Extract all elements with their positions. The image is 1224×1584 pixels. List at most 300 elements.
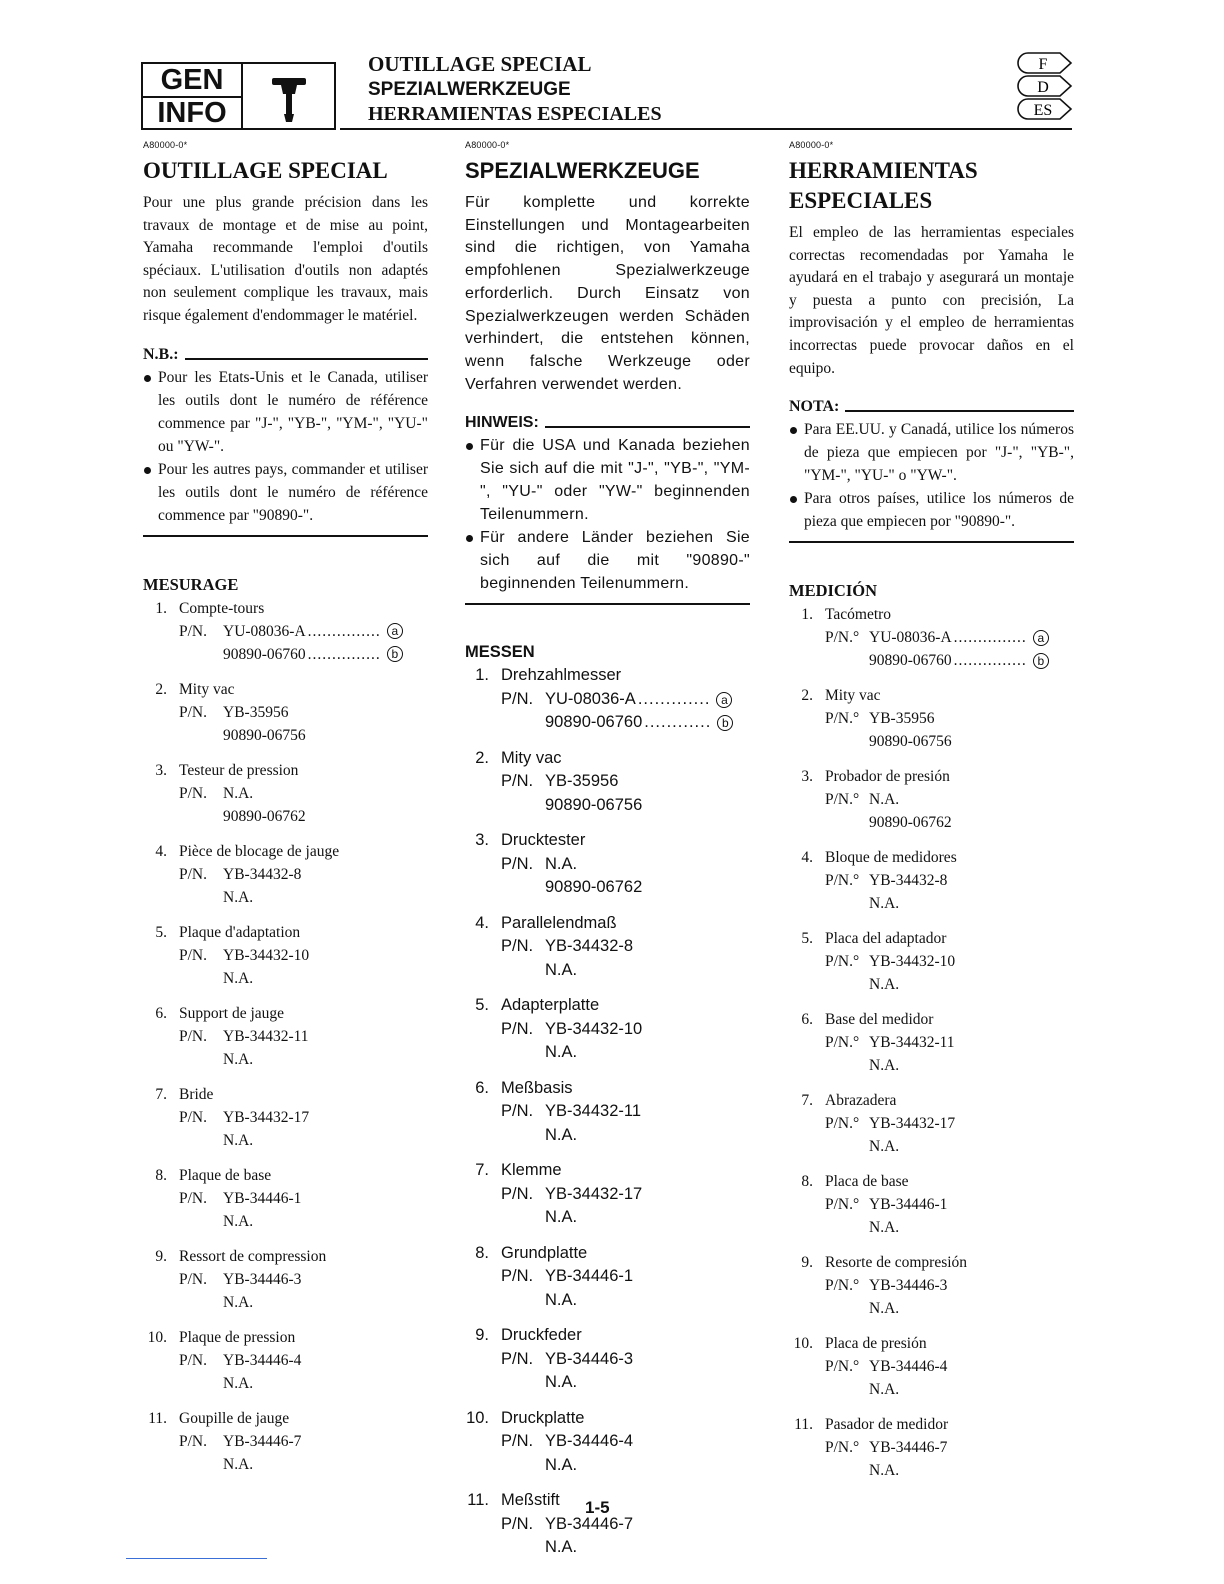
part-number-secondary-row <box>789 1297 1074 1320</box>
tool-number: 4. <box>801 849 813 867</box>
part-number-label: P/N. <box>501 1184 534 1203</box>
tool-number: 7. <box>155 1085 167 1103</box>
tool-name: Testeur de pression <box>179 761 299 779</box>
tool-number: 8. <box>475 1243 489 1262</box>
tool-item <box>789 1089 1074 1158</box>
part-number-secondary-row <box>465 1454 750 1478</box>
tool-number: 2. <box>475 748 489 767</box>
part-number-secondary-row <box>789 1135 1074 1158</box>
tool-item <box>143 840 428 909</box>
part-number-secondary-row <box>465 1371 750 1395</box>
part-number-row <box>143 620 428 643</box>
part-number-primary: YB-34446-3 <box>545 1349 634 1368</box>
note-item: Für die USA und Kanada beziehen Sie sich auf die mit "J-", "YB-", "YM-", "YU-" oder "YW-" beginnenden Teilenummern. <box>465 434 750 526</box>
part-number-secondary-row <box>789 811 1074 834</box>
section-code: A80000-0* <box>789 140 834 150</box>
part-number-label: P/N. <box>179 1270 207 1288</box>
part-number-secondary-row <box>465 1536 750 1560</box>
part-number-row <box>143 863 428 886</box>
tool-number: 6. <box>155 1004 167 1022</box>
tool-name: Drucktester <box>501 831 586 850</box>
part-number-row <box>789 1436 1074 1459</box>
part-number-secondary: N.A. <box>545 960 578 979</box>
part-number-secondary: N.A. <box>223 969 254 987</box>
language-badge-icons <box>1014 51 1074 123</box>
tool-number: 3. <box>475 831 489 850</box>
tool-number: 1. <box>475 666 489 685</box>
note-item: Für andere Länder beziehen Sie sich auf die mit "90890-" beginnenden Teilenummern. <box>465 526 750 595</box>
header-title-fr: OUTILLAGE SPECIAL <box>368 52 592 76</box>
part-number-primary: YB-34432-17 <box>545 1184 643 1203</box>
tool-item <box>789 927 1074 996</box>
part-number-row <box>143 701 428 724</box>
tool-item <box>143 1164 428 1233</box>
tool-item <box>143 678 428 747</box>
tool-name: Placa del adaptador <box>825 930 947 948</box>
tool-name: Tacómetro <box>825 606 892 624</box>
tool-number: 5. <box>155 923 167 941</box>
tool-name: Mity vac <box>501 748 562 767</box>
tool-number: 6. <box>801 1011 813 1029</box>
tool-name: Probador de presión <box>825 768 950 786</box>
note-list <box>789 418 1074 533</box>
part-number-label: P/N. <box>179 865 207 883</box>
tool-item <box>789 603 1074 672</box>
column-spanish <box>789 140 1074 1494</box>
part-number-row <box>143 782 428 805</box>
part-number-row <box>789 1112 1074 1135</box>
part-number-row <box>789 788 1074 811</box>
part-number-primary: YB-34432-10 <box>869 953 956 971</box>
tool-list <box>465 664 750 1560</box>
logo-info-text: INFO <box>157 96 227 129</box>
tool-item <box>465 829 750 900</box>
part-number-primary: YB-34432-11 <box>223 1027 309 1045</box>
part-number-primary: N.A. <box>223 784 254 802</box>
tool-item <box>465 1159 750 1230</box>
part-number-row <box>143 1106 428 1129</box>
part-number-secondary: N.A. <box>223 1050 254 1068</box>
part-number-primary: YB-34432-17 <box>869 1115 956 1133</box>
tool-item <box>465 1324 750 1395</box>
part-number-row <box>789 1274 1074 1297</box>
header-rule <box>340 128 1072 130</box>
part-number-row <box>789 626 1074 649</box>
tool-item <box>789 1008 1074 1077</box>
part-number-primary: YB-34432-17 <box>223 1108 310 1126</box>
tool-name: Meßstift <box>501 1491 560 1510</box>
tool-name: Drehzahlmesser <box>501 666 622 685</box>
part-number-secondary: 90890-06760 <box>869 652 952 670</box>
part-number-secondary: N.A. <box>869 1138 900 1156</box>
tool-name: Bloque de medidores <box>825 849 957 867</box>
part-number-secondary: 90890-06756 <box>869 733 952 751</box>
tool-item <box>143 759 428 828</box>
part-number-label: P/N. <box>179 784 207 802</box>
part-number-label: P/N. <box>501 1019 534 1038</box>
part-number-row <box>465 770 750 794</box>
header-titles <box>368 52 662 127</box>
tool-item <box>143 597 428 666</box>
part-number-secondary: 90890-06756 <box>223 726 306 744</box>
tool-item <box>789 846 1074 915</box>
tool-number: 4. <box>475 913 489 932</box>
section-heading: MESURAGE <box>143 574 239 594</box>
note-header <box>143 346 428 364</box>
page-number: 1-5 <box>585 1498 610 1517</box>
part-number-label: P/N.° <box>825 953 860 971</box>
part-number-row <box>465 853 750 877</box>
part-number-secondary: N.A. <box>545 1538 578 1557</box>
note-header <box>465 414 750 432</box>
section-heading: MEDICIÓN <box>789 581 878 601</box>
tool-number: 7. <box>475 1161 489 1180</box>
part-number-primary: YU-08036-A <box>223 622 306 640</box>
part-number-row <box>143 1025 428 1048</box>
part-number-label: P/N.° <box>825 1439 860 1457</box>
part-number-row <box>143 1187 428 1210</box>
part-number-primary: YU-08036-A <box>869 629 952 647</box>
tool-name: Mity vac <box>179 680 235 698</box>
part-number-row <box>789 1031 1074 1054</box>
part-number-secondary: 90890-06762 <box>869 814 952 832</box>
outboard-motor-icon <box>243 64 334 128</box>
note-label: HINWEIS: <box>465 414 539 432</box>
tool-name: Druckfeder <box>501 1326 582 1345</box>
tool-item <box>143 1002 428 1071</box>
tool-number: 9. <box>155 1247 167 1265</box>
tool-number: 10. <box>466 1408 489 1427</box>
tool-item <box>143 1245 428 1314</box>
part-number-label: P/N.° <box>825 1115 860 1133</box>
part-number-label: P/N. <box>501 1349 534 1368</box>
part-number-secondary: N.A. <box>869 895 900 913</box>
part-number-label: P/N. <box>179 946 207 964</box>
tool-name: Abrazadera <box>825 1092 897 1110</box>
tool-name: Base del medidor <box>825 1011 934 1029</box>
part-number-label: P/N.° <box>825 872 860 890</box>
note-end-rule <box>465 603 750 605</box>
part-number-secondary-row <box>143 886 428 909</box>
tool-number: 9. <box>801 1254 813 1272</box>
part-number-secondary-row <box>789 1378 1074 1401</box>
intro-paragraph: Für komplette und korrekte Einstellungen und Montagearbeiten sind die richtigen, von Yamaha empfohlenen Spezialwerkzeuge erforderlich. Durch Einsatz von Spezialwerkzeugen werden Schäden verhindert, die entstehen können, wenn falsche Werkzeuge oder Verfahren verwendet werden. <box>465 194 750 393</box>
header-title-es: HERRAMIENTAS ESPECIALES <box>368 103 662 125</box>
gen-info-logo <box>141 62 336 130</box>
part-number-secondary-row <box>465 1206 750 1230</box>
column-german <box>465 140 750 1572</box>
intro-paragraph: El empleo de las herramientas especiales correctas recomendadas por Yamaha le ayudará en el trabajo y asegurará un montaje y puesta a punto con precisión, La improvisación y el empleo de herramientas incorrectas puede provocar daños en el equipo. <box>789 224 1074 377</box>
tool-name: Plaque de base <box>179 1166 272 1184</box>
part-number-secondary-row <box>789 973 1074 996</box>
column-title: OUTILLAGE SPECIAL <box>143 158 388 183</box>
part-number-label: P/N. <box>179 1027 207 1045</box>
part-number-label: P/N. <box>501 1432 534 1451</box>
tool-name: Ressort de compression <box>179 1247 327 1265</box>
part-number-primary: YB-34432-8 <box>223 865 302 883</box>
part-number-secondary-row <box>465 1041 750 1065</box>
part-number-secondary: 90890-06760 <box>223 645 306 663</box>
tool-item <box>465 912 750 983</box>
part-number-row <box>465 1265 750 1289</box>
part-number-secondary-row <box>143 805 428 828</box>
lang-badge-d: D <box>1037 79 1049 96</box>
logo-gen-text: GEN <box>143 65 241 98</box>
part-number-secondary-row <box>143 1453 428 1476</box>
tool-name: Support de jauge <box>179 1004 285 1022</box>
note-header <box>789 398 1074 416</box>
tool-name: Pièce de blocage de jauge <box>179 842 340 860</box>
note-list <box>143 366 428 527</box>
note-item: Para EE.UU. y Canadá, utilice los números de pieza que empiecen por "J-", "YB-", "YM-", "YU-" o "YW-". <box>789 418 1074 487</box>
part-number-secondary: N.A. <box>869 976 900 994</box>
part-number-secondary-row <box>465 959 750 983</box>
part-number-label: P/N.° <box>825 710 860 728</box>
part-number-primary: YB-34446-7 <box>545 1514 634 1533</box>
part-number-primary: YB-34432-8 <box>869 872 948 890</box>
part-number-label: P/N. <box>179 622 207 640</box>
column-title: HERRAMIENTAS ESPECIALES <box>789 158 978 213</box>
reference-mark: a <box>387 623 403 639</box>
tool-item <box>465 664 750 735</box>
part-number-secondary-row <box>465 876 750 900</box>
footer-link-underline <box>126 1558 267 1559</box>
tool-number: 10. <box>793 1335 813 1353</box>
part-number-secondary-row <box>789 892 1074 915</box>
part-number-secondary: N.A. <box>223 1293 254 1311</box>
part-number-secondary-row <box>143 1291 428 1314</box>
part-number-secondary: N.A. <box>869 1300 900 1318</box>
tool-name: Placa de base <box>825 1173 909 1191</box>
tool-name: Grundplatte <box>501 1243 588 1262</box>
reference-mark: b <box>717 715 733 731</box>
part-number-row <box>465 1430 750 1454</box>
part-number-secondary: N.A. <box>223 888 254 906</box>
leader-dots: ............... <box>307 645 381 663</box>
part-number-row <box>465 1348 750 1372</box>
tool-item <box>789 684 1074 753</box>
note-item: Pour les Etats-Unis et le Canada, utiliser les outils dont le numéro de référence commence par "J-", "YB-", "YM-", "YU-" ou "YW-". <box>143 366 428 458</box>
tool-list <box>789 603 1074 1482</box>
note-label: NOTA: <box>789 398 840 416</box>
tool-name: Parallelendmaß <box>501 913 617 932</box>
part-number-label: P/N. <box>179 1108 207 1126</box>
part-number-secondary-row <box>465 794 750 818</box>
part-number-row <box>465 1183 750 1207</box>
tool-item <box>143 1083 428 1152</box>
tool-number: 7. <box>801 1092 813 1110</box>
part-number-primary: YB-34432-10 <box>545 1019 643 1038</box>
part-number-primary: YB-35956 <box>545 772 619 791</box>
part-number-label: P/N. <box>501 772 534 791</box>
tool-item <box>789 765 1074 834</box>
tool-name: Mity vac <box>825 687 881 705</box>
leader-dots: ............... <box>953 652 1027 670</box>
tool-number: 10. <box>147 1328 167 1346</box>
part-number-label: P/N.° <box>825 629 860 647</box>
part-number-secondary: N.A. <box>545 1125 578 1144</box>
part-number-primary: YB-34446-4 <box>545 1432 634 1451</box>
part-number-primary: YB-34446-3 <box>223 1270 302 1288</box>
note-item: Para otros países, utilice los números de pieza que empiecen por "90890-". <box>789 487 1074 533</box>
part-number-secondary: N.A. <box>545 1208 578 1227</box>
part-number-label: P/N. <box>501 854 534 873</box>
tool-number: 9. <box>475 1326 489 1345</box>
note-list <box>465 434 750 595</box>
tool-item <box>789 1251 1074 1320</box>
tool-item <box>143 1407 428 1476</box>
part-number-secondary-row <box>789 1459 1074 1482</box>
tool-number: 3. <box>155 761 167 779</box>
tool-name: Bride <box>179 1085 214 1103</box>
part-number-secondary-row <box>465 1124 750 1148</box>
part-number-secondary: N.A. <box>545 1043 578 1062</box>
tool-number: 1. <box>801 606 813 624</box>
tool-number: 4. <box>155 842 167 860</box>
part-number-secondary: N.A. <box>545 1290 578 1309</box>
intro-paragraph: Pour une plus grande précision dans les travaux de montage et de mise au point, Yamaha recommande l'emploi d'outils spéciaux. L'utilisation d'outils non adaptés non seulement complique les travaux, mais risque également d'endommager le matériel. <box>143 194 428 324</box>
part-number-primary: YB-35956 <box>869 710 935 728</box>
part-number-primary: YB-34446-7 <box>869 1439 948 1457</box>
part-number-secondary: N.A. <box>545 1373 578 1392</box>
part-number-label: P/N.° <box>825 1277 860 1295</box>
tool-name: Adapterplatte <box>501 996 600 1015</box>
section-code: A80000-0* <box>143 140 188 150</box>
part-number-label: P/N.° <box>825 1196 860 1214</box>
part-number-primary: N.A. <box>869 791 900 809</box>
tool-item <box>789 1170 1074 1239</box>
header-title-de: SPEZIALWERKZEUGE <box>368 79 571 100</box>
part-number-primary: YB-34432-10 <box>223 946 310 964</box>
part-number-primary: YB-34446-3 <box>869 1277 948 1295</box>
part-number-secondary: N.A. <box>869 1381 900 1399</box>
part-number-row <box>465 688 750 712</box>
part-number-secondary-row <box>465 1289 750 1313</box>
section-code: A80000-0* <box>465 140 510 150</box>
tool-name: Klemme <box>501 1161 562 1180</box>
tool-name: Resorte de compresión <box>825 1254 968 1272</box>
part-number-secondary: N.A. <box>545 1455 578 1474</box>
leader-dots: ............... <box>953 629 1027 647</box>
part-number-primary: YB-34446-1 <box>223 1189 302 1207</box>
part-number-row <box>789 869 1074 892</box>
tool-name: Plaque d'adaptation <box>179 923 301 941</box>
note-end-rule <box>789 541 1074 543</box>
part-number-label: P/N. <box>501 1514 534 1533</box>
part-number-secondary: 90890-06762 <box>223 807 306 825</box>
part-number-secondary: N.A. <box>223 1374 254 1392</box>
tool-number: 11. <box>467 1491 489 1510</box>
tool-item <box>465 747 750 818</box>
leader-dots: ............. <box>637 689 711 708</box>
part-number-label: P/N. <box>179 1432 207 1450</box>
tool-number: 6. <box>475 1078 489 1097</box>
part-number-row <box>143 944 428 967</box>
part-number-secondary-row <box>465 711 750 735</box>
part-number-row <box>143 1430 428 1453</box>
tool-item <box>789 1413 1074 1482</box>
tool-item <box>465 1077 750 1148</box>
tool-list <box>143 597 428 1476</box>
language-badges <box>1014 51 1074 123</box>
part-number-label: P/N. <box>179 1351 207 1369</box>
part-number-primary: YB-34432-8 <box>545 937 634 956</box>
tool-number: 11. <box>148 1409 167 1427</box>
tool-item <box>143 1326 428 1395</box>
tool-name: Meßbasis <box>501 1078 573 1097</box>
part-number-label: P/N. <box>179 1189 207 1207</box>
part-number-row <box>789 707 1074 730</box>
tool-item <box>465 1407 750 1478</box>
note-label: N.B.: <box>143 345 179 363</box>
part-number-secondary: 90890-06762 <box>545 878 643 897</box>
part-number-secondary-row <box>143 1372 428 1395</box>
leader-dots: ............ <box>644 713 712 732</box>
part-number-row <box>465 935 750 959</box>
tool-number: 3. <box>801 768 813 786</box>
part-number-row <box>465 1018 750 1042</box>
part-number-primary: YB-34446-1 <box>545 1267 634 1286</box>
reference-mark: a <box>1033 630 1049 646</box>
column-title: SPEZIALWERKZEUGE <box>465 158 700 183</box>
part-number-primary: N.A. <box>545 854 578 873</box>
part-number-row <box>143 1268 428 1291</box>
part-number-secondary-row <box>789 649 1074 672</box>
tool-item <box>465 994 750 1065</box>
part-number-primary: YB-35956 <box>223 703 289 721</box>
part-number-secondary: N.A. <box>869 1462 900 1480</box>
part-number-secondary: N.A. <box>223 1212 254 1230</box>
part-number-secondary: N.A. <box>223 1455 254 1473</box>
tool-number: 2. <box>155 680 167 698</box>
part-number-label: P/N.° <box>825 1034 860 1052</box>
tool-item <box>789 1332 1074 1401</box>
part-number-secondary: N.A. <box>223 1131 254 1149</box>
tool-name: Goupille de jauge <box>179 1409 290 1427</box>
lang-badge-es: ES <box>1033 102 1053 119</box>
part-number-primary: YB-34432-11 <box>545 1102 642 1121</box>
part-number-primary: YU-08036-A <box>545 689 636 708</box>
part-number-primary: YB-34446-1 <box>869 1196 948 1214</box>
part-number-label: P/N. <box>501 937 534 956</box>
tool-number: 2. <box>801 687 813 705</box>
part-number-secondary-row <box>143 967 428 990</box>
part-number-secondary-row <box>143 1048 428 1071</box>
part-number-secondary-row <box>789 1216 1074 1239</box>
tool-name: Plaque de pression <box>179 1328 296 1346</box>
part-number-label: P/N.° <box>825 1358 860 1376</box>
part-number-label: P/N. <box>501 1102 534 1121</box>
note-end-rule <box>143 535 428 537</box>
tool-number: 11. <box>794 1416 813 1434</box>
part-number-row <box>789 1193 1074 1216</box>
tool-number: 1. <box>155 599 167 617</box>
column-french <box>143 140 428 1488</box>
part-number-primary: YB-34446-4 <box>223 1351 302 1369</box>
part-number-row <box>789 950 1074 973</box>
part-number-secondary-row <box>143 1129 428 1152</box>
tool-name: Placa de presión <box>825 1335 927 1353</box>
section-heading: MESSEN <box>465 643 535 662</box>
tool-name: Pasador de medidor <box>825 1416 949 1434</box>
part-number-secondary: N.A. <box>869 1057 900 1075</box>
part-number-secondary: 90890-06760 <box>545 713 643 732</box>
part-number-label: P/N. <box>179 703 207 721</box>
part-number-secondary-row <box>143 724 428 747</box>
note-item: Pour les autres pays, commander et utiliser les outils dont le numéro de référence commence par "90890-". <box>143 458 428 527</box>
part-number-row <box>465 1100 750 1124</box>
part-number-secondary: N.A. <box>869 1219 900 1237</box>
